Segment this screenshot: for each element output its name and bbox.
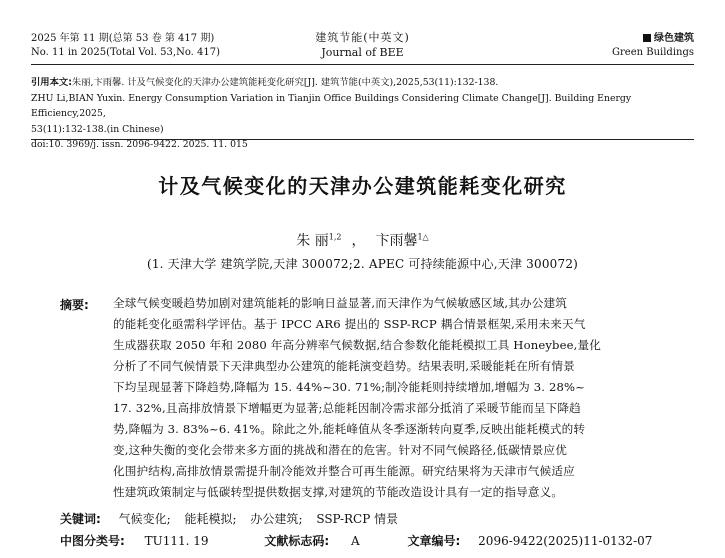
square-bullet-icon <box>643 34 651 42</box>
abstract-line: 分析了不同气候情景下天津典型办公建筑的能耗演变趋势。结果表明,采暖能耗在所有情景 <box>113 359 575 373</box>
citation-en-line2: 53(11):132-138.(in Chinese) <box>31 123 164 135</box>
abstract-line: 全球气候变暖趋势加剧对建筑能耗的影响日益显著,而天津作为气候敏感区域,其办公建筑 <box>113 296 567 310</box>
keywords: 关键词: 气候变化; 能耗模拟; 办公建筑; SSP-RCP 情景 <box>60 512 399 526</box>
abstract-line: 性建筑政策制定与低碳转型提供数据支撑,对建筑的节能改造设计具有一定的指导意义。 <box>113 485 564 499</box>
abstract-line: 下均呈现显著下降趋势,降幅为 15. 44%~30. 71%;制冷能耗则持续增加,增幅为 3. 28%~ <box>113 380 586 394</box>
issue-cn: 2025 年第 11 期(总第 53 卷 第 417 期) <box>31 33 215 44</box>
abstract-line: 变,这种失衡的变化会带来多方面的挑战和潜在的危害。针对不同气候路径,低碳情景应优 <box>113 443 567 457</box>
issue-en: No. 11 in 2025(Total Vol. 53,No. 417) <box>31 47 221 58</box>
section-en: Green Buildings <box>612 47 694 58</box>
citation-rule <box>31 139 694 140</box>
author-1: 朱 丽 <box>296 233 329 249</box>
citation-cn: 引用本文:朱丽,卞雨馨. 计及气候变化的天津办公建筑能耗变化研究[J]. 建筑节能(中英文),2025,53(11):132-138. <box>31 77 499 88</box>
author-separator: ， <box>351 233 366 249</box>
keyword: 气候变化 <box>118 512 167 526</box>
abstract-line: 生成器获取 2050 年和 2080 年高分辨率气候数据,结合参数化能耗模拟工具 Honeybee,量化 <box>113 338 601 352</box>
author-2-affil: 1△ <box>417 232 429 242</box>
section-info <box>612 32 694 60</box>
author-1-affil: 1,2 <box>328 232 342 242</box>
keywords-label: 关键词: <box>60 512 101 526</box>
abstract-line: 势,降幅为 3. 83%~6. 41%。除此之外,能耗峰值从冬季逐渐转向夏季,反映出能耗模式的转 <box>113 422 586 436</box>
citation-en-line1: ZHU Li,BIAN Yuxin. Energy Consumption Variation in Tianjin Office Buildings Considering Climate Change[J]. Building Energy Efficiency,2025, <box>31 92 632 120</box>
abstract-text <box>113 293 698 503</box>
clc-label: 中图分类号: <box>60 534 125 548</box>
doc-code-label: 文献标志码: <box>264 534 330 548</box>
abstract-line: 的能耗变化亟需科学评估。基于 IPCC AR6 提出的 SSP-RCP 耦合情景框架,采用未来天气 <box>113 317 586 331</box>
keyword: 办公建筑 <box>250 512 299 526</box>
affiliations: (1. 天津大学 建筑学院,天津 300072;2. APEC 可持续能源中心,天津 300072) <box>146 257 579 271</box>
keyword: SSP-RCP 情景 <box>316 512 399 526</box>
abstract-label: 摘要: <box>60 298 89 312</box>
citation-block <box>31 75 696 153</box>
doc-code-value: A <box>351 534 360 548</box>
journal-name-cn: 建筑节能(中英文) <box>315 31 410 44</box>
author-2: 卞雨馨 <box>375 233 418 249</box>
paper-title: 计及气候变化的天津办公建筑能耗变化研究 <box>158 174 567 198</box>
clc-value: TU111. 19 <box>144 534 209 548</box>
header-rule <box>31 64 694 65</box>
section-cn: 绿色建筑 <box>612 32 694 46</box>
doi: doi:10. 3969/j. issn. 2096-9422. 2025. 11. 015 <box>31 139 248 151</box>
article-number-label: 文章编号: <box>407 534 461 548</box>
article-number-value: 2096-9422(2025)11-0132-07 <box>478 534 653 548</box>
journal-name-en: Journal of BEE <box>321 46 404 59</box>
abstract-line: 化围护结构,高排放情景需提升制冷能效并整合可再生能源。研究结果将为天津市气候适应 <box>113 464 575 478</box>
keyword: 能耗模拟 <box>184 512 233 526</box>
abstract-line: 17. 32%,且高排放情景下增幅更为显著;总能耗因制冷需求部分抵消了采暖节能而呈下降趋 <box>113 401 581 415</box>
classification <box>60 532 652 549</box>
authors <box>0 230 725 250</box>
